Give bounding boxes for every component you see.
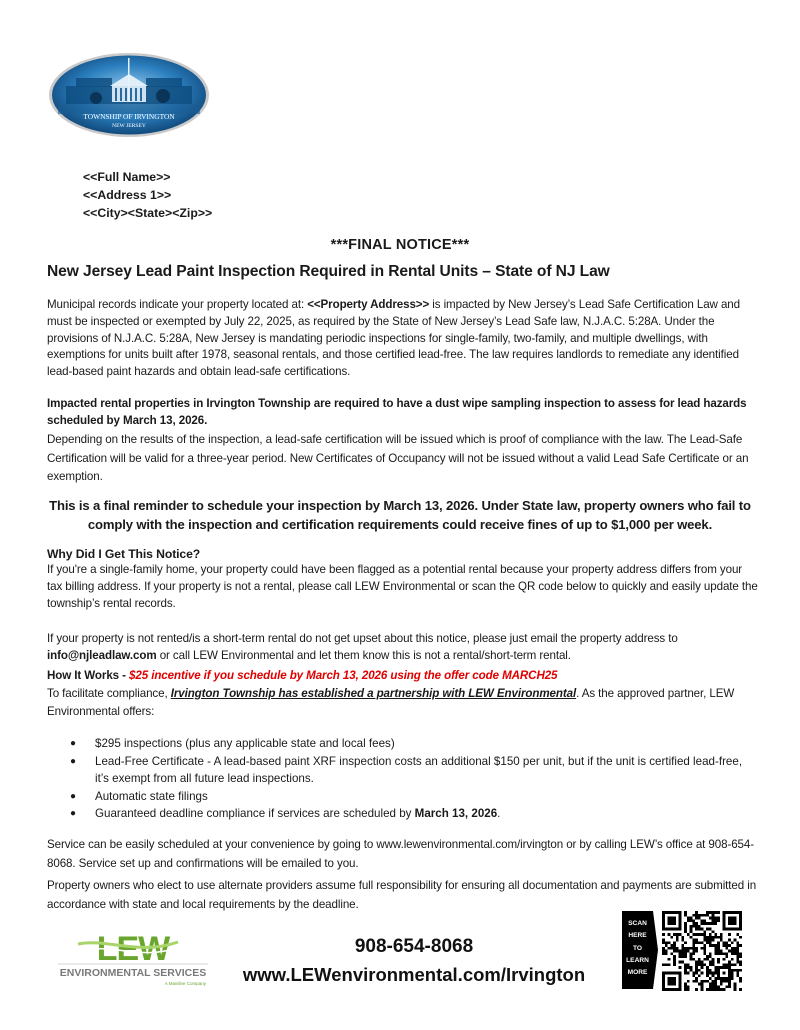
lew-environmental-logo [58,930,208,992]
recipient-address-line1: <<Address 1>> [83,188,172,202]
not-rented-text-start: If your property is not rented/is a short-term rental do not get upset about this notice, please just email the property address to [47,632,678,645]
offer-item-text: Automatic state filings [95,789,208,803]
lew-logo-image [58,930,208,992]
how-text-rest: . As the approved partner, LEW Environmental offers: [47,686,735,719]
how-it-works-heading-line [47,668,759,685]
intro-text-rest: is impacted by New Jersey’s Lead Safe Certification Law and must be inspected or exempted by July 22, 2025, as required by the State of New Jersey’s Lead Safe law, N.J.A.C. 5:28A. Under the provisions of N.J.A.C. 5:28A, New Jersey is mandating periodic inspections for single-family, two-family, and multiple dwellings, with exemptions for units built after 1978, seasonal rentals, and those certified lead-free. The law requires landlords to remediate any identified lead-based paint hazards and obtain lead-safe certifications. [47,298,740,379]
bullet-icon: ● [70,790,77,802]
scan-here-badge [622,911,658,989]
offer-item-tail: . [497,807,501,820]
intro-paragraph [47,297,759,381]
notice-title: New Jersey Lead Paint Inspection Required in Rental Units – State of NJ Law [47,263,610,280]
certification-paragraph: Depending on the results of the inspection, a lead-safe certification will be issued which is proof of compliance with the law. The Lead-Safe Certification will be valid for a three-year period. New Certificates of Occupancy will not be issued without a valid Lead Safe Certificate or an exemption. [47,433,749,483]
offers-list [63,735,753,823]
how-it-works-label: How It Works - [47,669,130,682]
bullet-icon: ● [70,738,77,749]
township-seal-image [48,52,210,138]
scan-line: HERE [628,932,647,940]
recipient-city-state-zip: <<City><State><Zip>> [83,206,213,220]
bullet-icon: ● [70,755,77,767]
qr-code-icon [662,911,742,991]
why-notice-heading: Why Did I Get This Notice? [47,547,201,561]
lew-logo-tagline: ENVIRONMENTAL SERVICES [59,967,207,979]
contact-email-link[interactable]: info@njleadlaw.com [47,648,157,662]
incentive-offer-text: $25 incentive if you schedule by March 13, 2026 using the offer code MARCH25 [129,669,558,682]
final-notice-heading: ***FINAL NOTICE*** [330,237,470,253]
footer-website[interactable]: www.LEWenvironmental.com/Irvington [242,964,586,985]
scan-line: TO [632,944,643,952]
lew-logo-sub: A Mainline Company [164,981,206,986]
why-notice-body: If you're a single-family home, your property could have been flagged as a potential rental because your property address differs from your tax billing address. If your property is not a rental, please call LEW Environmental or scan the QR code below to quickly and easily update the township’s rental records. [47,563,758,610]
offer-item [63,805,753,823]
offer-deadline-date: March 13, 2026 [414,807,498,820]
township-seal-logo [48,52,210,138]
alternate-providers-paragraph: Property owners who elect to use alternate providers assume full responsibility for ensuring all documentation and payments are submitted in accordance with state and local requirements by the deadline. [47,879,757,911]
offer-item [63,735,753,753]
intro-text-start: Municipal records indicate your property located at: [47,298,308,311]
scheduling-text-rest: or by calling LEW’s office at 908-654-8068. Service set up and confirmations will be emailed to you. [47,838,755,870]
scan-line: SCAN [628,920,647,927]
not-rented-paragraph [47,631,759,665]
how-it-works-body [47,685,759,722]
scan-line: MORE [627,969,648,977]
scheduling-paragraph [47,836,759,873]
offer-item-text: Guaranteed deadline compliance if services are scheduled by [95,807,415,820]
lew-logo-letters: LEW [96,930,170,968]
offer-item [63,753,753,788]
qr-code[interactable] [662,911,742,991]
offer-item [63,788,753,806]
offer-item-text: $295 inspections (plus any applicable state and local fees) [95,737,395,750]
scheduling-text-start: Service can be easily scheduled at your convenience by going to [47,838,377,851]
seal-text-line1: TOWNSHIP OF IRVINGTON [83,112,175,121]
inspection-requirement-paragraph: Impacted rental properties in Irvington Township are required to have a dust wipe sampling inspection to assess for lead hazards scheduled by March 13, 2026. [47,397,747,427]
bullet-icon: ● [70,808,77,819]
not-rented-text-rest: or call LEW Environmental and let them know this is not a rental/short-term rental. [156,648,571,662]
partnership-statement: Irvington Township has established a partnership with LEW Environmental [170,686,577,700]
final-reminder-warning: This is a final reminder to schedule your inspection by March 13, 2026. Under State law, property owners who fail to comply with the inspection and certification requirements could receive fines of up to $1,000 per week. [49,498,751,532]
how-text-start: To facilitate compliance, [47,686,171,700]
scan-here-text [622,918,653,979]
scan-line: LEARN [626,956,649,964]
footer-phone[interactable]: 908-654-8068 [354,936,474,957]
recipient-address-block [83,168,212,222]
property-address-placeholder: <<Property Address>> [307,298,430,311]
how-it-works-section [47,668,759,722]
scheduling-url-link[interactable]: www.lewenvironmental.com/irvington [376,838,564,851]
seal-text-line2: NEW JERSEY [112,123,146,129]
footer-contact [225,934,603,988]
recipient-full-name: <<Full Name>> [83,170,171,184]
offer-item-text: Lead-Free Certificate - A lead-based paint XRF inspection costs an additional $150 per unit, but if the unit is certified lead-free, it’s exempt from all future lead inspections. [95,754,743,785]
